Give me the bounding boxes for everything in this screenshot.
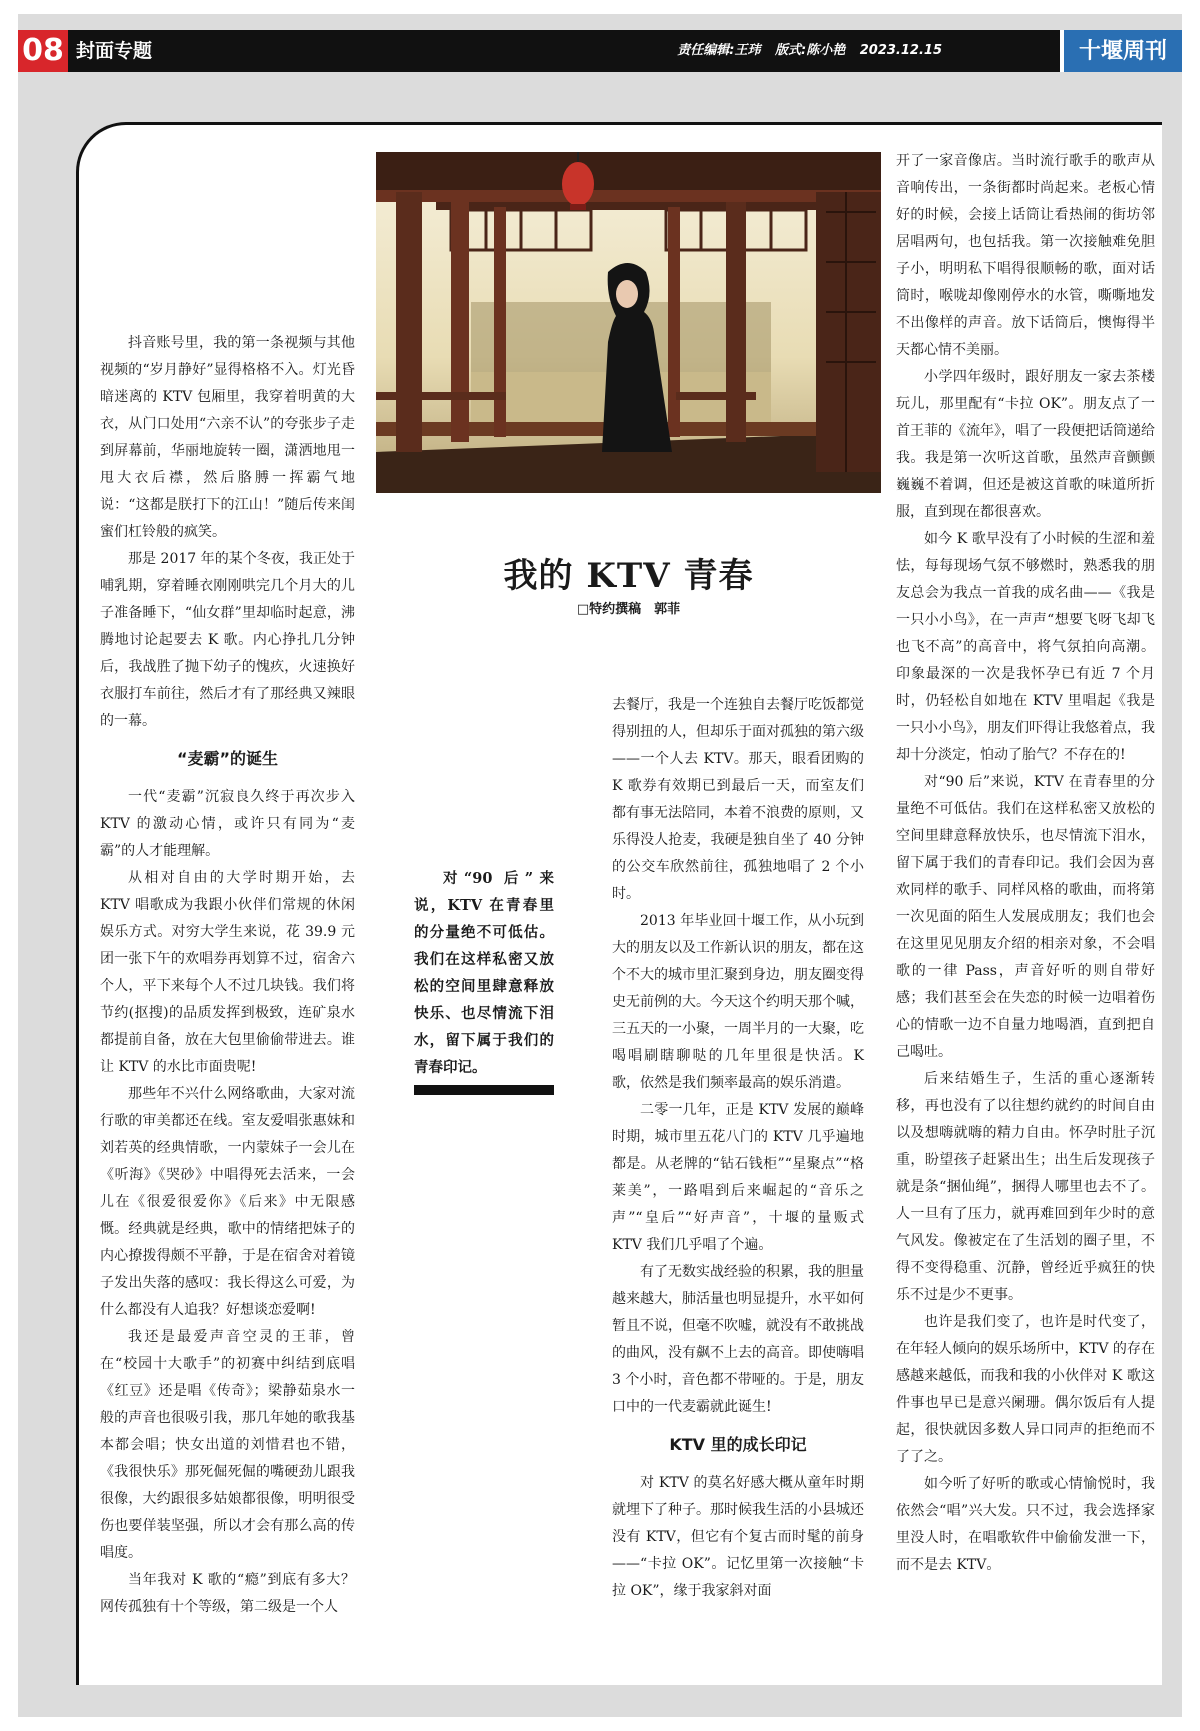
newspaper-brand: 十堰周刊: [1060, 30, 1182, 72]
paragraph: 去餐厅，我是一个连独自去餐厅吃饭都觉得别扭的人，但却乐于面对孤独的第六级——一个人去 KTV。那天，眼看团购的 K 歌券有效期已到最后一天，而室友们都有事无法陪同，本着不浪费的原则，又乐得没人抢麦，我硬是独自坐了 40 分钟的公交车欣然前往，孤独地唱了 2 个小时。: [612, 697, 864, 902]
page-header: [18, 30, 1182, 72]
paragraph: 如今 K 歌早没有了小时候的生涩和羞怯，每每现场气氛不够燃时，熟悉我的朋友总会为我点一首我的成名曲——《我是一只小小鸟》，在一声声“想要飞呀飞却飞也飞不高”的高音中，将气氛拍向高潮。印象最深的一次是我怀孕已有近 7 个月时，仍轻松自如地在 KTV 里唱起《我是一只小小鸟》，朋友们吓得让我悠着点，我却十分淡定，怕动了胎气？不存在的!: [896, 531, 1155, 763]
article-column-3: [612, 692, 864, 1605]
layout-credit: 版式:陈小艳: [775, 43, 846, 58]
paragraph: 也许是我们变了，也许是时代变了，在年轻人倾向的娱乐场所中，KTV 的存在感越来越低，而我和我的小伙伴对 K 歌这件事也早已是意兴阑珊。偶尔饭后有人提起，很快就因多数人异口同声的拒绝而不了了之。: [896, 1314, 1155, 1465]
paragraph: 对 KTV 的莫名好感大概从童年时期就埋下了种子。那时候我生活的小县城还没有 KTV，但它有个复古而时髦的前身——“卡拉 OK”。记忆里第一次接触“卡拉 OK”，缘于我家斜对面: [612, 1475, 864, 1599]
paragraph: 后来结婚生子，生活的重心逐渐转移，再也没有了以往想约就约的时间自由以及想嗨就嗨的精力自由。怀孕时肚子沉重，盼望孩子赶紧出生；出生后发现孩子就是条“捆仙绳”，捆得人哪里也去不了。人一旦有了压力，就再难回到年少时的意气风发。像被定在了生活划的圈子里，不得不变得稳重、沉静，曾经近乎疯狂的快乐不过是少不更事。: [896, 1071, 1155, 1303]
paragraph: 有了无数实战经验的积累，我的胆量越来越大，肺活量也明显提升，水平如何暂且不说，但毫不吹嘘，就没有不敢挑战的曲风，没有飙不上去的高音。即使嗨唱 3 个小时，音色都不带哑的。于是，朋友口中的一代麦霸就此诞生!: [612, 1264, 864, 1415]
paragraph: 如今听了好听的歌或心情愉悦时，我依然会“唱”兴大发。只不过，我会选择家里没人时，在唱歌软件中偷偷发泄一下，而不是去 KTV。: [896, 1476, 1155, 1573]
article-column-1: [100, 330, 355, 1621]
paragraph: 当年我对 K 歌的“瘾”到底有多大？网传孤独有十个等级，第二级是一个人: [100, 1572, 355, 1615]
article-column-4: [896, 148, 1155, 1579]
issue-date: 2023.12.15: [859, 43, 942, 58]
paragraph: 从相对自由的大学时期开始，去 KTV 唱歌成为我跟小伙伴们常规的休闲娱乐方式。对穷大学生来说，花 39.9 元团一张下午的欢唱券再划算不过，宿舍六个人，平下来每个人不过几块钱。我们将节约(抠搜)的品质发挥到极致，连矿泉水都提前自备，放在大包里偷偷带进去。谁让 KTV 的水比市面贵呢!: [100, 870, 355, 1075]
paragraph: 2013 年毕业回十堰工作，从小玩到大的朋友以及工作新认识的朋友，都在这个不大的城市里汇聚到身边，朋友圈变得史无前例的大。今天这个约明天那个喊，三五天的一小聚，一周半月的一大聚，吃喝唱刷瞎聊哒的几年里很是快活。K 歌，依然是我们频率最高的娱乐消遣。: [612, 913, 864, 1091]
subheading: KTV 里的成长印记: [669, 1435, 807, 1454]
pull-quote-text: 对“90 后”来说，KTV 在青春里的分量绝不可低估。我们在这样私密又放松的空间里肆意释放快乐、也尽情流下泪水，留下属于我们的青春印记。: [414, 870, 554, 1076]
paragraph: 抖音账号里，我的第一条视频与其他视频的“岁月静好”显得格格不入。灯光昏暗迷离的 KTV 包厢里，我穿着明黄的大衣，从门口处用“六亲不认”的夸张步子走到屏幕前，华丽地旋转一圈，潇洒地甩一甩大衣后襟，然后胳膊一挥霸气地说：“这都是朕打下的江山！”随后传来闺蜜们杠铃般的疯笑。: [100, 335, 355, 540]
page-number: 08: [18, 30, 68, 72]
paragraph: 那些年不兴什么网络歌曲，大家对流行歌的审美都还在线。室友爱唱张惠妹和刘若英的经典情歌，一内蒙妹子一会儿在《听海》《哭砂》中唱得死去活来，一会儿在《很爱很爱你》《后来》中无限感慨。经典就是经典，歌中的情绪把妹子的内心撩拨得颇不平静，于是在宿舍对着镜子发出失落的感叹：我长得这么可爱，为什么都没有人追我？好想谈恋爱啊!: [100, 1086, 355, 1318]
photo-woman-in-pavilion-icon: [376, 152, 881, 493]
pull-quote-rule: [414, 1085, 554, 1095]
paragraph: 那是 2017 年的某个冬夜，我正处于哺乳期，穿着睡衣刚刚哄完几个月大的儿子准备睡下，“仙女群”里却临时起意，沸腾地讨论起要去 K 歌。内心挣扎几分钟后，我战胜了抛下幼子的愧疚，火速换好衣服打车前往，然后才有了那经典又辣眼的一幕。: [100, 551, 355, 729]
paragraph: 对“90 后”来说，KTV 在青春里的分量绝不可低估。我们在这样私密又放松的空间里肆意释放快乐，也尽情流下泪水，留下属于我们的青春印记。我们会因为喜欢同样的歌手、同样风格的歌曲，而将第一次见面的陌生人发展成朋友；我们也会在这里见见朋友介绍的相亲对象，不会唱歌的一律 Pass，声音好听的则自带好感；我们甚至会在失恋的时候一边唱着伤心的情歌一边不自量力地喝酒，直到把自己喝吐。: [896, 774, 1155, 1060]
article-byline: □特约撰稿 郭菲: [576, 602, 681, 617]
paragraph: 一代“麦霸”沉寂良久终于再次步入 KTV 的激动心情，或许只有同为“麦霸”的人才能理解。: [100, 789, 355, 859]
subheading: “麦霸”的诞生: [176, 749, 279, 768]
article-title: 我的 KTV 青春: [503, 556, 754, 596]
pull-quote: [414, 865, 554, 1081]
paragraph: 小学四年级时，跟好朋友一家去茶楼玩儿，那里配有“卡拉 OK”。朋友点了一首王菲的《流年》，唱了一段便把话筒递给我。我是第一次听这首歌，虽然声音颤颤巍巍不着调，但还是被这首歌的味道所折服，直到现在都很喜欢。: [896, 369, 1155, 520]
credits: [667, 30, 942, 72]
paragraph: 开了一家音像店。当时流行歌手的歌声从音响传出，一条街都时尚起来。老板心情好的时候，会接上话筒让看热闹的街坊邻居唱两句，也包括我。第一次接触难免胆子小，明明私下唱得很顺畅的歌，面对话筒时，喉咙却像刚停水的水管，嘶嘶地发不出像样的声音。放下话筒后，懊悔得半天都心情不美丽。: [896, 153, 1155, 358]
section-title: 封面专题: [76, 40, 153, 62]
paragraph: 我还是最爱声音空灵的王菲，曾在“校园十大歌手”的初赛中纠结到底唱《红豆》还是唱《传奇》；梁静茹泉水一般的声音也很吸引我，那几年她的歌我基本都会唱；快女出道的刘惜君也不错，《我很快乐》那死倔死倔的嘴硬劲儿跟我很像，大约跟很多姑娘都很像，明明很受伤也要佯装坚强，所以才会有那么高的传唱度。: [100, 1329, 355, 1561]
article-photo: [376, 152, 881, 493]
editor-credit: 责任编辑:王玮: [677, 43, 761, 58]
paragraph: 二零一几年，正是 KTV 发展的巅峰时期，城市里五花八门的 KTV 几乎遍地都是。从老牌的“钻石钱柜”“星聚点”“格莱美”，一路唱到后来崛起的“音乐之声”“皇后”“好声音”，十堰的量贩式 KTV 我们几乎唱了个遍。: [612, 1102, 864, 1253]
